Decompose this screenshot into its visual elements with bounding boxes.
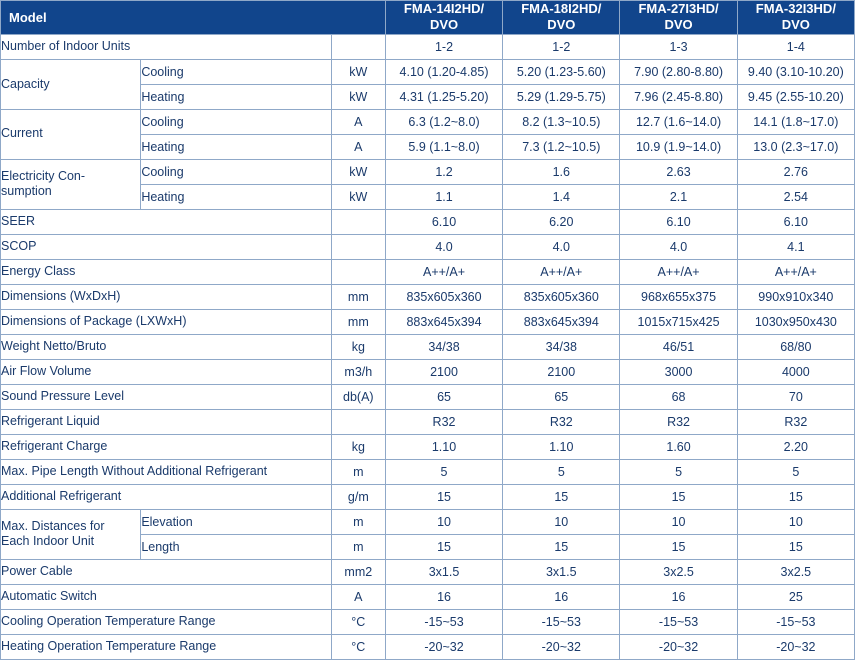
row-value: R32: [503, 409, 620, 434]
row-value: 1-3: [620, 34, 737, 59]
row-label: Dimensions (WxDxH): [1, 284, 332, 309]
row-value: 2.54: [737, 184, 854, 209]
row-unit: kW: [331, 159, 385, 184]
row-label: Cooling Operation Temperature Range: [1, 609, 332, 634]
row-unit: °C: [331, 634, 385, 659]
header-column-2: [503, 1, 620, 35]
row-label-line: Each Indoor Unit: [1, 534, 95, 548]
header-column-3-line2: DVO: [664, 17, 693, 33]
row-value: 4000: [737, 359, 854, 384]
row-unit: kW: [331, 184, 385, 209]
row-value: 68: [620, 384, 737, 409]
row-value: A++/A+: [385, 259, 502, 284]
table-row: [1, 609, 855, 634]
row-value: 2.76: [737, 159, 854, 184]
table-row: [1, 359, 855, 384]
row-value: 65: [503, 384, 620, 409]
row-value: 15: [385, 534, 502, 559]
row-value: 9.40 (3.10-10.20): [737, 59, 854, 84]
row-value: 6.10: [620, 209, 737, 234]
row-unit: mm: [331, 284, 385, 309]
row-value: 6.3 (1.2~8.0): [385, 109, 502, 134]
row-sublabel: Cooling: [141, 109, 331, 134]
row-value: 883x645x394: [385, 309, 502, 334]
row-value: 15: [737, 534, 854, 559]
row-value: 5: [503, 459, 620, 484]
table-row: [1, 459, 855, 484]
table-row: [1, 259, 855, 284]
row-value: 15: [737, 484, 854, 509]
row-value: 15: [385, 484, 502, 509]
row-value: 6.10: [385, 209, 502, 234]
row-value: 4.0: [503, 234, 620, 259]
table-row: [1, 434, 855, 459]
row-value: -20~32: [620, 634, 737, 659]
header-column-1-line2: DVO: [429, 17, 459, 33]
row-value: 16: [503, 584, 620, 609]
row-value: A++/A+: [737, 259, 854, 284]
header-column-3: [620, 1, 737, 35]
row-value: 16: [620, 584, 737, 609]
row-value: 5: [737, 459, 854, 484]
row-value: 65: [385, 384, 502, 409]
row-value: 12.7 (1.6~14.0): [620, 109, 737, 134]
row-value: 4.0: [620, 234, 737, 259]
row-value: 1.10: [385, 434, 502, 459]
row-unit: [331, 234, 385, 259]
row-value: 25: [737, 584, 854, 609]
row-value: 10: [385, 509, 502, 534]
header-model-label: Model: [1, 1, 386, 35]
table-row: [1, 634, 855, 659]
row-value: 1-2: [503, 34, 620, 59]
row-value: 3x1.5: [385, 559, 502, 584]
row-value: 2.63: [620, 159, 737, 184]
table-row: [1, 384, 855, 409]
row-value: 5.20 (1.23-5.60): [503, 59, 620, 84]
row-sublabel: Cooling: [141, 159, 331, 184]
table-body: [1, 34, 855, 659]
row-value: 13.0 (2.3~17.0): [737, 134, 854, 159]
row-value: 70: [737, 384, 854, 409]
row-value: -15~53: [620, 609, 737, 634]
header-column-4-line1: FMA-32I3HD/: [755, 1, 836, 16]
header-column-2-line1: FMA-18I2HD/: [521, 1, 602, 16]
row-value: 835x605x360: [385, 284, 502, 309]
row-value: 6.20: [503, 209, 620, 234]
row-value: 5.9 (1.1~8.0): [385, 134, 502, 159]
row-label-line: sumption: [1, 184, 52, 198]
row-label: [1, 59, 141, 109]
row-unit: A: [331, 134, 385, 159]
table-header-row: [1, 1, 855, 35]
table-row: [1, 284, 855, 309]
row-value: 1.60: [620, 434, 737, 459]
row-value: 10: [503, 509, 620, 534]
header-column-2-line2: DVO: [547, 17, 576, 33]
row-label: [1, 509, 141, 559]
row-value: 1.1: [385, 184, 502, 209]
row-value: -20~32: [385, 634, 502, 659]
row-value: 3x1.5: [503, 559, 620, 584]
row-label: Dimensions of Package (LXWxH): [1, 309, 332, 334]
row-unit: g/m: [331, 484, 385, 509]
row-unit: °C: [331, 609, 385, 634]
row-value: 1-2: [385, 34, 502, 59]
row-value: 34/38: [385, 334, 502, 359]
row-label: Power Cable: [1, 559, 332, 584]
row-label-line: Electricity Con-: [1, 169, 86, 183]
row-value: -15~53: [737, 609, 854, 634]
row-value: -15~53: [385, 609, 502, 634]
row-value: 16: [385, 584, 502, 609]
row-label: Current: [1, 109, 141, 159]
row-value: 883x645x394: [503, 309, 620, 334]
row-value: 6.10: [737, 209, 854, 234]
row-unit: kg: [331, 334, 385, 359]
row-value: -20~32: [737, 634, 854, 659]
row-value: 5.29 (1.29-5.75): [503, 84, 620, 109]
row-value: 2100: [503, 359, 620, 384]
table-row: [1, 484, 855, 509]
header-column-1-line1: FMA-14I2HD/: [403, 1, 485, 16]
row-value: 835x605x360: [503, 284, 620, 309]
row-unit: db(A): [331, 384, 385, 409]
row-label: Air Flow Volume: [1, 359, 332, 384]
row-value: R32: [737, 409, 854, 434]
row-value: A++/A+: [620, 259, 737, 284]
row-value: A++/A+: [503, 259, 620, 284]
row-sublabel: Cooling: [141, 59, 331, 84]
row-label: SEER: [1, 209, 332, 234]
row-label: SCOP: [1, 234, 332, 259]
row-value: 10: [737, 509, 854, 534]
row-unit: [331, 409, 385, 434]
row-sublabel: Heating: [141, 134, 331, 159]
row-value: 990x910x340: [737, 284, 854, 309]
table-row: [1, 509, 855, 534]
row-label: Additional Refrigerant: [1, 484, 332, 509]
row-value: 1015x715x425: [620, 309, 737, 334]
row-value: 1030x950x430: [737, 309, 854, 334]
row-value: 3x2.5: [737, 559, 854, 584]
row-value: 2.20: [737, 434, 854, 459]
row-label: Heating Operation Temperature Range: [1, 634, 332, 659]
row-label: Refrigerant Charge: [1, 434, 332, 459]
row-unit: [331, 259, 385, 284]
row-value: 15: [503, 534, 620, 559]
row-value: 68/80: [737, 334, 854, 359]
row-value: 7.96 (2.45-8.80): [620, 84, 737, 109]
row-sublabel: Heating: [141, 84, 331, 109]
row-unit: A: [331, 584, 385, 609]
row-unit: kW: [331, 84, 385, 109]
row-unit: m3/h: [331, 359, 385, 384]
table-row: [1, 334, 855, 359]
row-label: [1, 159, 141, 209]
row-value: 5: [620, 459, 737, 484]
row-value: 968x655x375: [620, 284, 737, 309]
row-value: 8.2 (1.3~10.5): [503, 109, 620, 134]
row-value: 3000: [620, 359, 737, 384]
table-row: [1, 34, 855, 59]
row-value: -20~32: [503, 634, 620, 659]
row-label-line: Capacity: [1, 76, 50, 91]
table-row: [1, 159, 855, 184]
header-column-1: [385, 1, 502, 35]
row-value: 2100: [385, 359, 502, 384]
row-unit: kW: [331, 59, 385, 84]
row-sublabel: Elevation: [141, 509, 331, 534]
row-value: 1.10: [503, 434, 620, 459]
row-value: 4.1: [737, 234, 854, 259]
row-value: 34/38: [503, 334, 620, 359]
table-row: [1, 409, 855, 434]
row-label: Automatic Switch: [1, 584, 332, 609]
row-unit: mm2: [331, 559, 385, 584]
row-unit: mm: [331, 309, 385, 334]
row-value: -15~53: [503, 609, 620, 634]
row-unit: A: [331, 109, 385, 134]
row-sublabel: Heating: [141, 184, 331, 209]
row-value: 5: [385, 459, 502, 484]
row-value: 14.1 (1.8~17.0): [737, 109, 854, 134]
row-unit: kg: [331, 434, 385, 459]
table-row: [1, 59, 855, 84]
row-value: 2.1: [620, 184, 737, 209]
row-label: Energy Class: [1, 259, 332, 284]
row-unit: [331, 34, 385, 59]
row-value: R32: [385, 409, 502, 434]
row-unit: m: [331, 509, 385, 534]
row-value: 10.9 (1.9~14.0): [620, 134, 737, 159]
row-value: 7.3 (1.2~10.5): [503, 134, 620, 159]
row-value: 4.10 (1.20-4.85): [385, 59, 502, 84]
header-column-4-line2: DVO: [781, 17, 810, 33]
table-row: [1, 559, 855, 584]
row-value: 46/51: [620, 334, 737, 359]
table-row: [1, 109, 855, 134]
row-label-line: Max. Distances for: [1, 519, 105, 533]
row-label: Refrigerant Liquid: [1, 409, 332, 434]
row-value: 4.0: [385, 234, 502, 259]
table-row: [1, 234, 855, 259]
header-column-3-line1: FMA-27I3HD/: [638, 1, 719, 16]
row-label: Number of Indoor Units: [1, 34, 332, 59]
table-row: [1, 309, 855, 334]
row-value: 1.4: [503, 184, 620, 209]
row-sublabel: Length: [141, 534, 331, 559]
row-value: 1.2: [385, 159, 502, 184]
table-row: [1, 584, 855, 609]
row-value: 1-4: [737, 34, 854, 59]
row-value: 1.6: [503, 159, 620, 184]
row-label: Sound Pressure Level: [1, 384, 332, 409]
row-value: 10: [620, 509, 737, 534]
row-value: 4.31 (1.25-5.20): [385, 84, 502, 109]
row-value: 15: [503, 484, 620, 509]
row-unit: m: [331, 459, 385, 484]
row-value: R32: [620, 409, 737, 434]
row-unit: [331, 209, 385, 234]
row-label: Weight Netto/Bruto: [1, 334, 332, 359]
row-unit: m: [331, 534, 385, 559]
row-value: 15: [620, 484, 737, 509]
row-label: Max. Pipe Length Without Additional Refrigerant: [1, 459, 332, 484]
table-row: [1, 209, 855, 234]
row-value: 9.45 (2.55-10.20): [737, 84, 854, 109]
row-value: 7.90 (2.80-8.80): [620, 59, 737, 84]
header-column-4: [737, 1, 854, 35]
row-value: 3x2.5: [620, 559, 737, 584]
row-value: 15: [620, 534, 737, 559]
